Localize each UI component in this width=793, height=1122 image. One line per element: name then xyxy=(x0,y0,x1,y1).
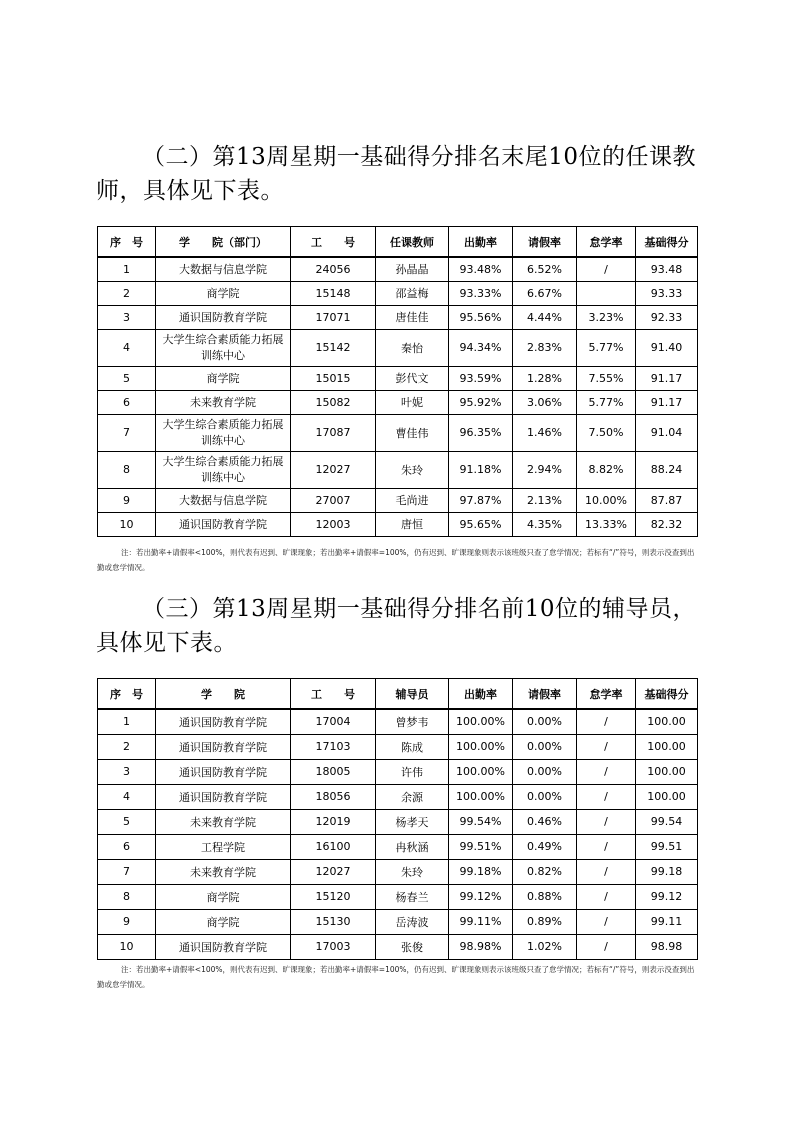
cell-base-score: 99.18 xyxy=(636,859,698,884)
table-row xyxy=(98,488,698,512)
cell-staff-id: 15148 xyxy=(291,281,376,305)
cell-leave-rate: 0.89% xyxy=(513,909,577,934)
section-3-heading: （三）第13周星期一基础得分排名前10位的辅导员，具体见下表。 xyxy=(96,596,697,656)
cell-college: 大学生综合素质能力拓展训练中心 xyxy=(156,451,291,488)
cell-staff-id: 18056 xyxy=(291,784,376,809)
cell-base-score: 87.87 xyxy=(636,488,698,512)
cell-base-score: 91.04 xyxy=(636,414,698,451)
table-note: 注：若出勤率+请假率<100%，则代表有迟到、旷课现象；若出勤率+请假率=100%，仍有迟到、旷课现象则表示该班级只查了怠学情况；若标有“/”符号，则表示没查到出勤或怠学情况。 xyxy=(97,965,695,989)
cell-rank: 4 xyxy=(98,329,156,366)
cell-truancy-rate: / xyxy=(577,909,636,934)
cell-staff-id: 15130 xyxy=(291,909,376,934)
cell-base-score: 91.17 xyxy=(636,366,698,390)
cell-leave-rate: 0.00% xyxy=(513,759,577,784)
cell-rank: 1 xyxy=(98,709,156,734)
cell-leave-rate: 0.46% xyxy=(513,809,577,834)
column-header-attendance-rate: 出勤率 xyxy=(449,679,513,710)
cell-college: 未来教育学院 xyxy=(156,809,291,834)
cell-truancy-rate: 5.77% xyxy=(577,390,636,414)
cell-leave-rate: 0.00% xyxy=(513,784,577,809)
cell-truancy-rate: 7.50% xyxy=(577,414,636,451)
column-header-rank: 序 号 xyxy=(98,679,156,710)
cell-name: 冉秋涵 xyxy=(376,834,449,859)
cell-name: 余源 xyxy=(376,784,449,809)
cell-base-score: 100.00 xyxy=(636,759,698,784)
cell-name: 杨孝天 xyxy=(376,809,449,834)
cell-college: 商学院 xyxy=(156,909,291,934)
cell-name: 彭代文 xyxy=(376,366,449,390)
cell-college: 通识国防教育学院 xyxy=(156,709,291,734)
cell-truancy-rate: / xyxy=(577,784,636,809)
cell-college: 通识国防教育学院 xyxy=(156,784,291,809)
cell-college: 大学生综合素质能力拓展训练中心 xyxy=(156,329,291,366)
cell-truancy-rate: / xyxy=(577,934,636,959)
cell-attendance-rate: 95.92% xyxy=(449,390,513,414)
cell-attendance-rate: 99.54% xyxy=(449,809,513,834)
cell-staff-id: 15015 xyxy=(291,366,376,390)
cell-attendance-rate: 100.00% xyxy=(449,734,513,759)
cell-base-score: 100.00 xyxy=(636,734,698,759)
cell-college: 通识国防教育学院 xyxy=(156,305,291,329)
table-row xyxy=(98,934,698,959)
cell-rank: 4 xyxy=(98,784,156,809)
cell-leave-rate: 3.06% xyxy=(513,390,577,414)
cell-attendance-rate: 98.98% xyxy=(449,934,513,959)
table-row xyxy=(98,709,698,734)
cell-name: 叶妮 xyxy=(376,390,449,414)
cell-base-score: 99.54 xyxy=(636,809,698,834)
table-row xyxy=(98,884,698,909)
cell-base-score: 93.33 xyxy=(636,281,698,305)
section-2-heading: （二）第13周星期一基础得分排名末尾10位的任课教师，具体见下表。 xyxy=(96,144,697,204)
cell-attendance-rate: 93.59% xyxy=(449,366,513,390)
cell-name: 许伟 xyxy=(376,759,449,784)
cell-attendance-rate: 97.87% xyxy=(449,488,513,512)
cell-base-score: 99.12 xyxy=(636,884,698,909)
cell-rank: 2 xyxy=(98,734,156,759)
cell-truancy-rate: / xyxy=(577,809,636,834)
column-header-leave-rate: 请假率 xyxy=(513,227,577,258)
cell-staff-id: 12027 xyxy=(291,451,376,488)
column-header-name: 辅导员 xyxy=(376,679,449,710)
table-row xyxy=(98,305,698,329)
cell-base-score: 82.32 xyxy=(636,512,698,536)
cell-truancy-rate xyxy=(577,281,636,305)
table-note: 注：若出勤率+请假率<100%，则代表有迟到、旷课现象；若出勤率+请假率=100%，仍有迟到、旷课现象则表示该班级只查了怠学情况；若标有“/”符号，则表示没查到出勤或怠学情况。 xyxy=(97,548,695,572)
cell-truancy-rate: / xyxy=(577,759,636,784)
cell-leave-rate: 2.13% xyxy=(513,488,577,512)
cell-attendance-rate: 93.48% xyxy=(449,257,513,281)
table-row xyxy=(98,784,698,809)
cell-name: 曾梦韦 xyxy=(376,709,449,734)
cell-attendance-rate: 100.00% xyxy=(449,759,513,784)
cell-name: 陈成 xyxy=(376,734,449,759)
column-header-staff-id: 工 号 xyxy=(291,227,376,258)
column-header-rank: 序 号 xyxy=(98,227,156,258)
column-header-name: 任课教师 xyxy=(376,227,449,258)
cell-staff-id: 16100 xyxy=(291,834,376,859)
cell-college: 商学院 xyxy=(156,281,291,305)
cell-college: 大数据与信息学院 xyxy=(156,488,291,512)
cell-leave-rate: 1.46% xyxy=(513,414,577,451)
cell-truancy-rate: / xyxy=(577,884,636,909)
cell-base-score: 100.00 xyxy=(636,709,698,734)
cell-staff-id: 12027 xyxy=(291,859,376,884)
cell-staff-id: 15142 xyxy=(291,329,376,366)
cell-rank: 7 xyxy=(98,414,156,451)
cell-staff-id: 18005 xyxy=(291,759,376,784)
cell-truancy-rate: 5.77% xyxy=(577,329,636,366)
cell-rank: 10 xyxy=(98,934,156,959)
cell-leave-rate: 0.88% xyxy=(513,884,577,909)
cell-staff-id: 15120 xyxy=(291,884,376,909)
cell-college: 通识国防教育学院 xyxy=(156,759,291,784)
cell-staff-id: 17003 xyxy=(291,934,376,959)
teacher-ranking-table xyxy=(97,226,698,537)
cell-name: 杨春兰 xyxy=(376,884,449,909)
cell-name: 孙晶晶 xyxy=(376,257,449,281)
table-row xyxy=(98,734,698,759)
cell-staff-id: 17004 xyxy=(291,709,376,734)
cell-truancy-rate: / xyxy=(577,734,636,759)
cell-rank: 9 xyxy=(98,909,156,934)
table-header-row xyxy=(98,227,698,258)
cell-name: 朱玲 xyxy=(376,451,449,488)
cell-leave-rate: 0.82% xyxy=(513,859,577,884)
cell-college: 大数据与信息学院 xyxy=(156,257,291,281)
cell-college: 商学院 xyxy=(156,884,291,909)
cell-name: 邵益梅 xyxy=(376,281,449,305)
cell-base-score: 91.40 xyxy=(636,329,698,366)
cell-name: 朱玲 xyxy=(376,859,449,884)
table-row xyxy=(98,809,698,834)
cell-leave-rate: 4.44% xyxy=(513,305,577,329)
cell-attendance-rate: 96.35% xyxy=(449,414,513,451)
cell-college: 通识国防教育学院 xyxy=(156,934,291,959)
table-row xyxy=(98,512,698,536)
cell-staff-id: 12019 xyxy=(291,809,376,834)
cell-leave-rate: 6.52% xyxy=(513,257,577,281)
cell-name: 唐佳佳 xyxy=(376,305,449,329)
cell-leave-rate: 1.28% xyxy=(513,366,577,390)
cell-attendance-rate: 99.18% xyxy=(449,859,513,884)
cell-base-score: 92.33 xyxy=(636,305,698,329)
cell-rank: 8 xyxy=(98,451,156,488)
cell-rank: 9 xyxy=(98,488,156,512)
cell-college: 工程学院 xyxy=(156,834,291,859)
cell-rank: 6 xyxy=(98,390,156,414)
table-row xyxy=(98,834,698,859)
cell-rank: 7 xyxy=(98,859,156,884)
table-row xyxy=(98,281,698,305)
cell-staff-id: 17087 xyxy=(291,414,376,451)
cell-base-score: 88.24 xyxy=(636,451,698,488)
cell-attendance-rate: 91.18% xyxy=(449,451,513,488)
cell-college: 未来教育学院 xyxy=(156,859,291,884)
counselor-ranking-table xyxy=(97,678,698,960)
cell-attendance-rate: 95.65% xyxy=(449,512,513,536)
cell-rank: 3 xyxy=(98,305,156,329)
table-row xyxy=(98,909,698,934)
cell-name: 岳涛波 xyxy=(376,909,449,934)
table-row xyxy=(98,451,698,488)
cell-college: 商学院 xyxy=(156,366,291,390)
cell-college: 通识国防教育学院 xyxy=(156,512,291,536)
cell-name: 毛尚进 xyxy=(376,488,449,512)
column-header-college: 学 院 xyxy=(156,679,291,710)
column-header-truancy-rate: 怠学率 xyxy=(577,227,636,258)
cell-name: 曹佳伟 xyxy=(376,414,449,451)
cell-leave-rate: 6.67% xyxy=(513,281,577,305)
cell-attendance-rate: 94.34% xyxy=(449,329,513,366)
column-header-truancy-rate: 怠学率 xyxy=(577,679,636,710)
cell-leave-rate: 0.00% xyxy=(513,709,577,734)
cell-name: 唐恒 xyxy=(376,512,449,536)
cell-leave-rate: 0.49% xyxy=(513,834,577,859)
cell-base-score: 99.11 xyxy=(636,909,698,934)
cell-truancy-rate: / xyxy=(577,834,636,859)
cell-rank: 5 xyxy=(98,366,156,390)
cell-attendance-rate: 99.51% xyxy=(449,834,513,859)
cell-college: 未来教育学院 xyxy=(156,390,291,414)
cell-truancy-rate: / xyxy=(577,709,636,734)
cell-rank: 3 xyxy=(98,759,156,784)
cell-staff-id: 15082 xyxy=(291,390,376,414)
cell-attendance-rate: 93.33% xyxy=(449,281,513,305)
cell-truancy-rate: 3.23% xyxy=(577,305,636,329)
cell-attendance-rate: 95.56% xyxy=(449,305,513,329)
cell-rank: 1 xyxy=(98,257,156,281)
column-header-staff-id: 工 号 xyxy=(291,679,376,710)
table-row xyxy=(98,390,698,414)
table-row xyxy=(98,414,698,451)
cell-college: 通识国防教育学院 xyxy=(156,734,291,759)
cell-staff-id: 17071 xyxy=(291,305,376,329)
cell-attendance-rate: 99.12% xyxy=(449,884,513,909)
table-header-row xyxy=(98,679,698,710)
cell-truancy-rate: / xyxy=(577,257,636,281)
cell-college: 大学生综合素质能力拓展训练中心 xyxy=(156,414,291,451)
cell-base-score: 99.51 xyxy=(636,834,698,859)
cell-staff-id: 12003 xyxy=(291,512,376,536)
cell-leave-rate: 2.94% xyxy=(513,451,577,488)
cell-leave-rate: 1.02% xyxy=(513,934,577,959)
cell-leave-rate: 4.35% xyxy=(513,512,577,536)
cell-attendance-rate: 99.11% xyxy=(449,909,513,934)
column-header-college: 学 院（部门） xyxy=(156,227,291,258)
column-header-attendance-rate: 出勤率 xyxy=(449,227,513,258)
cell-staff-id: 27007 xyxy=(291,488,376,512)
cell-base-score: 100.00 xyxy=(636,784,698,809)
cell-base-score: 91.17 xyxy=(636,390,698,414)
cell-truancy-rate: 8.82% xyxy=(577,451,636,488)
table-row xyxy=(98,329,698,366)
cell-leave-rate: 2.83% xyxy=(513,329,577,366)
cell-truancy-rate: 13.33% xyxy=(577,512,636,536)
cell-staff-id: 24056 xyxy=(291,257,376,281)
cell-attendance-rate: 100.00% xyxy=(449,784,513,809)
cell-rank: 8 xyxy=(98,884,156,909)
cell-rank: 2 xyxy=(98,281,156,305)
cell-leave-rate: 0.00% xyxy=(513,734,577,759)
table-row xyxy=(98,759,698,784)
column-header-leave-rate: 请假率 xyxy=(513,679,577,710)
cell-rank: 5 xyxy=(98,809,156,834)
cell-base-score: 93.48 xyxy=(636,257,698,281)
cell-truancy-rate: 10.00% xyxy=(577,488,636,512)
column-header-base-score: 基础得分 xyxy=(636,679,698,710)
cell-rank: 6 xyxy=(98,834,156,859)
table-row xyxy=(98,257,698,281)
cell-truancy-rate: 7.55% xyxy=(577,366,636,390)
table-row xyxy=(98,366,698,390)
cell-truancy-rate: / xyxy=(577,859,636,884)
cell-name: 张俊 xyxy=(376,934,449,959)
cell-base-score: 98.98 xyxy=(636,934,698,959)
column-header-base-score: 基础得分 xyxy=(636,227,698,258)
cell-staff-id: 17103 xyxy=(291,734,376,759)
cell-rank: 10 xyxy=(98,512,156,536)
table-row xyxy=(98,859,698,884)
cell-attendance-rate: 100.00% xyxy=(449,709,513,734)
cell-name: 秦怡 xyxy=(376,329,449,366)
